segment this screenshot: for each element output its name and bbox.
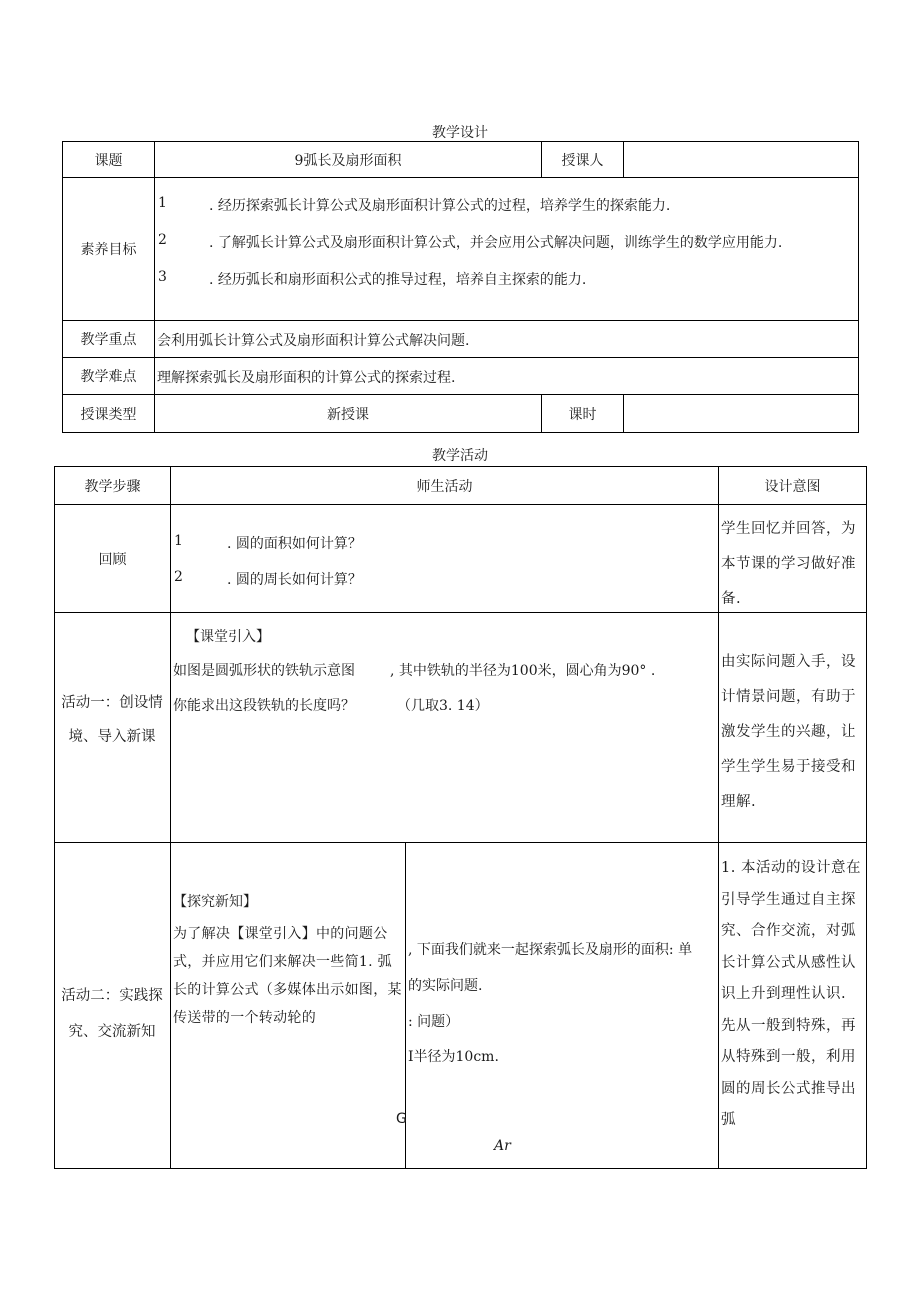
key-value: 会利用弧长计算公式及扇形面积计算公式解决问题. (157, 333, 470, 349)
act2-heading: 【探究新知】 (173, 894, 257, 910)
teacher-value (624, 141, 858, 178)
review-intent: 学生回忆并回答，为本节课的学习做好准备. (721, 521, 856, 607)
review-item-1-num: 1 (174, 533, 183, 549)
design-title: 教学设计 (432, 125, 488, 141)
review-item-2-num: 2 (174, 569, 183, 585)
goal-1-text: . 经历探索弧长计算公式及扇形面积计算公式的过程，培养学生的探索能力. (209, 198, 671, 214)
goal-3-num: 3 (158, 269, 167, 285)
type-value: 新授课 (327, 406, 369, 423)
act2-intent: 1. 本活动的设计意在引导学生通过自主探究、合作交流，对弧长计算公式从感性认识上升到理性认识. 先从一般到特殊，再从特殊到一般，利用圆的周长公式推导出弧 (721, 860, 861, 1128)
goal-1-num: 1 (158, 195, 167, 211)
act1-line2b: （几取3. 14） (397, 698, 489, 714)
act2-left-text: 为了解决【课堂引入】中的问题公式，并应用它们来解决一些简1. 弧长的计算公式（多媒体出示如图，某传送带的一个转动轮的 (173, 926, 402, 1026)
act2-mark-g: G (396, 1111, 407, 1127)
act1-line1a: 如图是圆弧形状的铁轨示意图 (173, 663, 355, 679)
act2-mark-ar: Ar (494, 1138, 511, 1154)
t2-bottom-border (54, 1168, 867, 1169)
hours-value (624, 395, 858, 432)
review-item-2-text: . 圆的周长如何计算？ (227, 572, 362, 588)
act2-right-line4: I半径为10cm. (408, 1049, 499, 1065)
topic-value: 9弧长及扇形面积 (294, 152, 402, 169)
topic-label: 课题 (94, 152, 123, 169)
difficulty-label: 教学难点 (80, 369, 137, 385)
act1-intent: 由实际问题入手，设计情景问题，有助于激发学生的兴趣，让学生学生易于接受和理解. (721, 654, 856, 810)
difficulty-value: 理解探索弧长及扇形面积的计算公式的探索过程. (157, 370, 456, 386)
act2-right-line1: , 下面我们就来一起探索弧长及扇形的面积: 单 (408, 942, 693, 958)
activity-title: 教学活动 (432, 448, 488, 464)
hours-label: 课时 (568, 406, 597, 423)
key-label: 教学重点 (80, 332, 137, 348)
t1-right-border (858, 141, 859, 433)
act1-line2a: 你能求出这段铁轨的长度吗？ (173, 698, 355, 714)
t2-right-border (866, 466, 867, 1169)
t1-bottom-border (62, 432, 859, 433)
act1-step: 活动一：创设情境、导入新课 (61, 695, 163, 745)
type-label: 授课类型 (80, 406, 137, 423)
act2-right-line2: 的实际问题. (408, 978, 483, 994)
review-item-1-text: . 圆的面积如何计算？ (227, 536, 362, 552)
act2-step: 活动二：实践探究、交流新知 (61, 988, 163, 1040)
act2-right-line3: : 问题） (408, 1014, 460, 1030)
goal-2-num: 2 (158, 232, 167, 248)
teacher-label: 授课人 (561, 152, 604, 169)
review-step: 回顾 (98, 551, 127, 568)
goals-label: 素养目标 (80, 242, 137, 258)
header-activity: 师生活动 (416, 478, 473, 495)
goal-2-text: . 了解弧长计算公式及扇形面积计算公式，并会应用公式解决问题，训练学生的数学应用能力. (209, 235, 783, 251)
act1-line1b: , 其中铁轨的半径为100米，圆心角为90° . (390, 663, 656, 679)
goal-3-text: . 经历弧长和扇形面积公式的推导过程，培养自主探索的能力. (209, 272, 587, 288)
header-intent: 设计意图 (764, 478, 821, 495)
header-step: 教学步骤 (84, 478, 141, 495)
act1-heading: 【课堂引入】 (186, 629, 270, 645)
